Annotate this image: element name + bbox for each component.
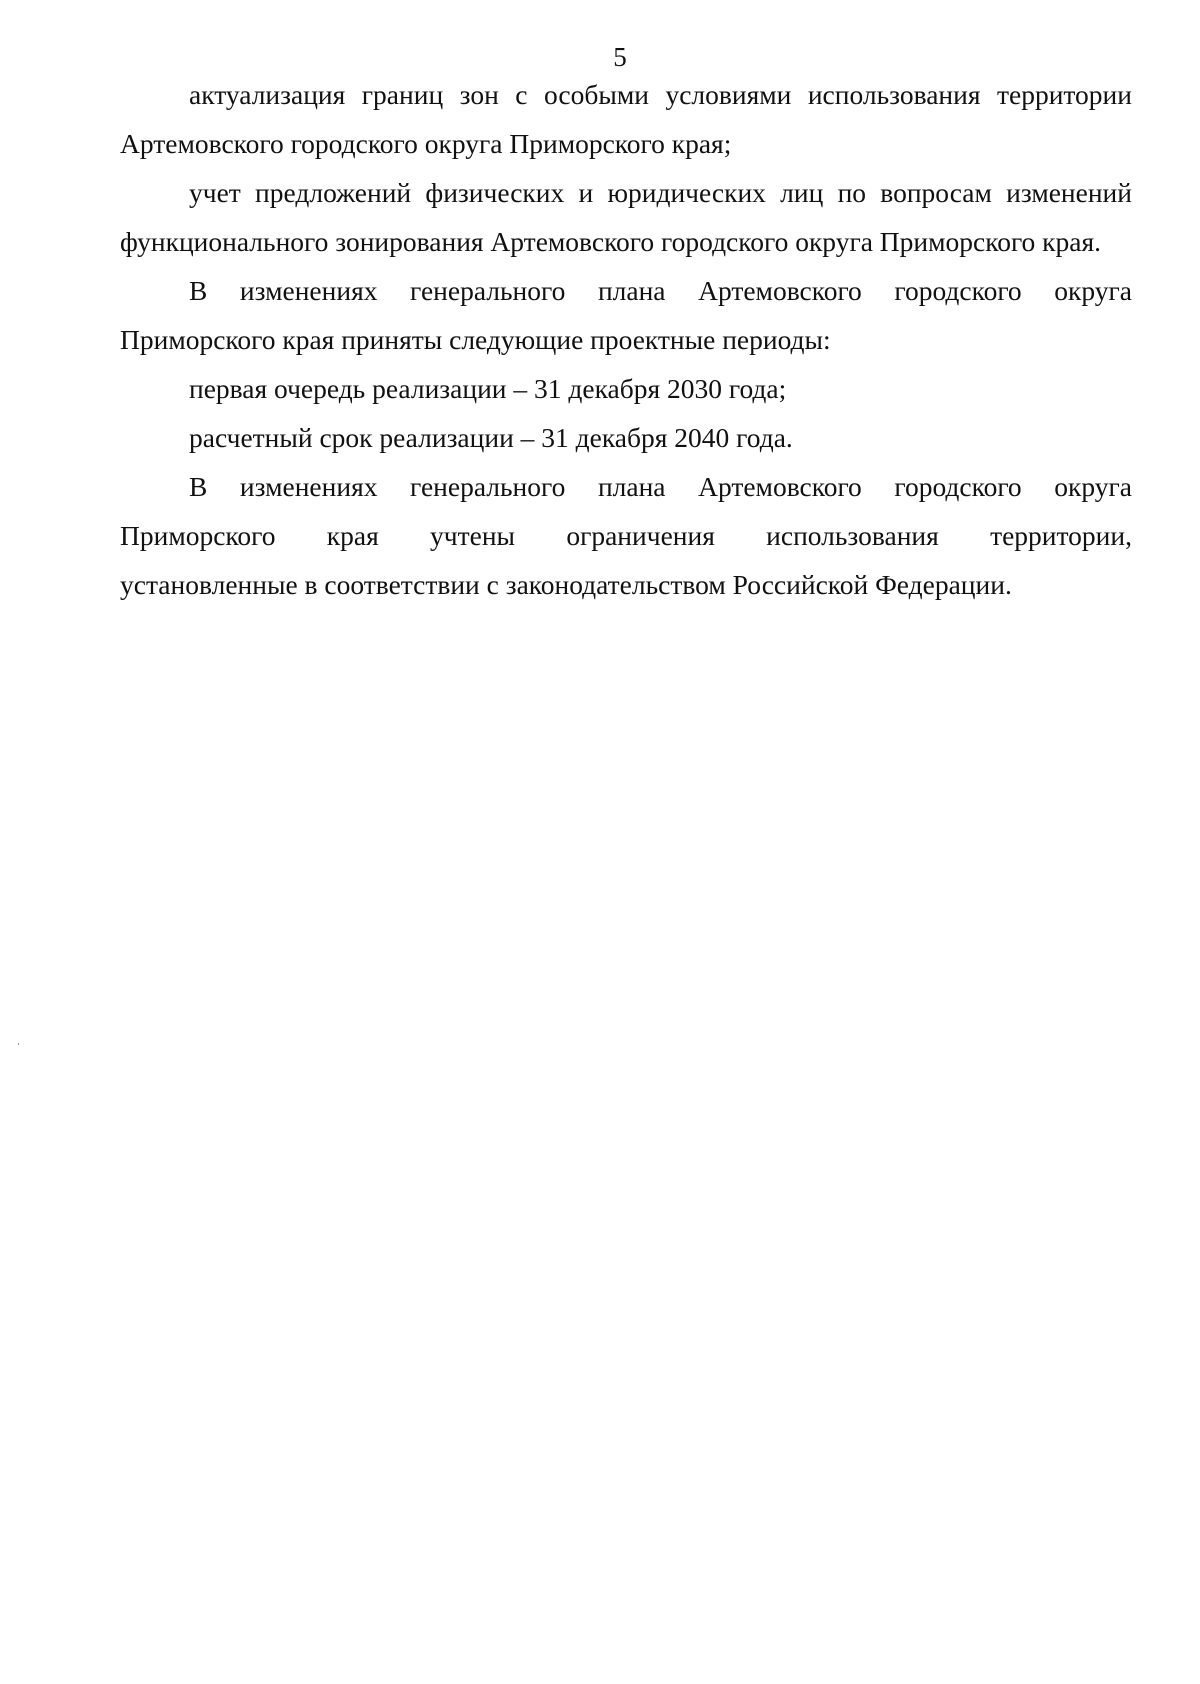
page-number: 5 — [613, 42, 627, 72]
paragraph-restrictions-continued: установленные в соответствии с законодательством Российской Федерации. — [120, 569, 1012, 600]
paragraph-proposals: учет предложений физических и юридических лиц по вопросам изменений функционального зонирования Артемовского городского округа Приморского края. — [120, 177, 1132, 257]
paragraph-project-periods: В изменениях генерального плана Артемовского городского округа Приморского края приняты следующие проектные периоды: — [120, 275, 1132, 355]
paragraph-design-period: расчетный срок реализации – 31 декабря 2040 года. — [189, 422, 793, 453]
paragraph-zone-boundaries: актуализация границ зон с особыми условиями использования территории Артемовского городского округа Приморского края; — [120, 79, 1132, 159]
document-body — [120, 70, 1132, 609]
paragraph-first-stage: первая очередь реализации – 31 декабря 2030 года; — [189, 373, 787, 404]
paragraph-restrictions: В изменениях генерального плана Артемовского городского округа Приморского края учтены ограничения использования территории, — [120, 471, 1132, 551]
scan-artifact — [18, 1043, 19, 1045]
